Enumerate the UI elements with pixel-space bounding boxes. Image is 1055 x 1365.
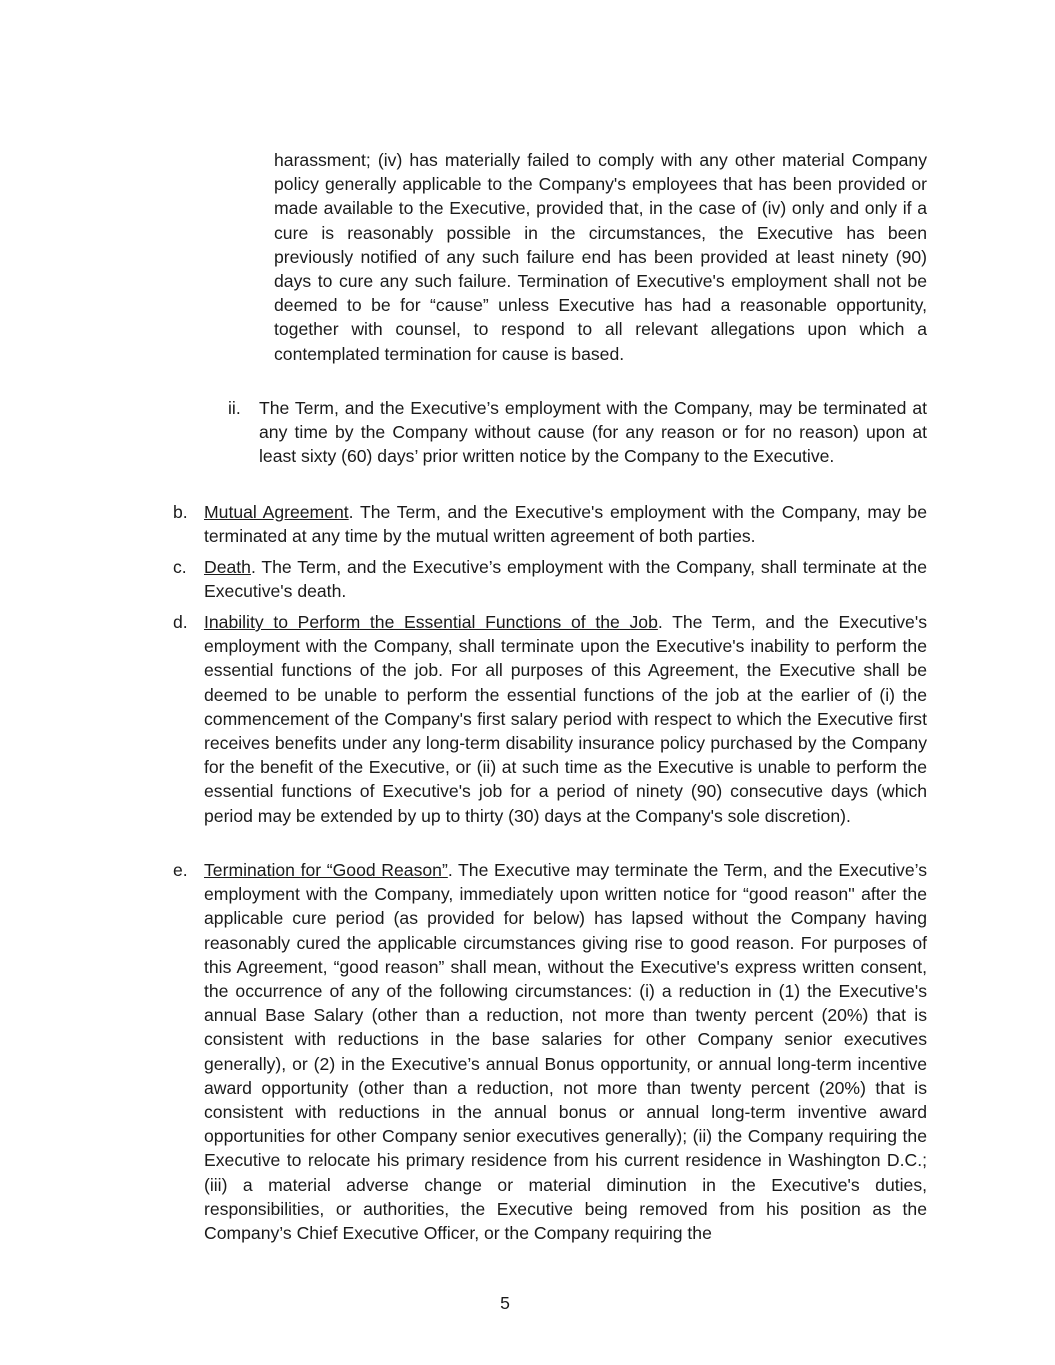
item-ii-paragraph: The Term, and the Executive’s employment with the Company, may be terminated at any time by the Company without cause (for any reason or for no reason) upon at least sixty (60) days’ prior written notice by the Company to the Executive. [259, 398, 927, 467]
item-e-text: . The Executive may terminate the Term, and the Executive’s employment with the Company, immediately upon written notice for “good reason'' after the applicable cure period (as provided for below) has lapsed without the Company having reasonably cured the applicable circumstances giving rise to good reason. For purposes of this Agreement, “good reason” shall mean, without the Executive's express written consent, the occurrence of any of the following circumstances: (i) a reduction in (1) the Executive's annual Base Salary (other than a reduction, not more than twenty percent (20%) that is consistent with reductions in the base salaries for other Company senior executives generally), or (2) in the Executive’s annual Bonus opportunity, or annual long-term incentive award opportunity (other than a reduction, not more than twenty percent (20%) that is consistent with reductions in the annual bonus or annual long-term inventive award opportunities for other Company senior executives generally); (ii) the Company requiring the Executive to relocate his primary residence from his current residence in Washington D.C.; (iii) a material adverse change or material diminution in the Executive's duties, responsibilities, or authorities, the Executive being removed from his position as the Company’s Chief Executive Officer, or the Company requiring the [204, 860, 927, 1244]
item-e-paragraph [204, 858, 927, 1245]
item-d-marker: d. [173, 612, 188, 632]
item-c-marker: c. [173, 557, 187, 577]
item-ii-marker: ii. [228, 398, 241, 418]
item-c-text: . The Term, and the Executive’s employment with the Company, shall terminate at the Executive's death. [204, 557, 927, 602]
continuation-paragraph: harassment; (iv) has materially failed to comply with any other material Company policy generally applicable to the Company's employees that has been provided or made available to the Executive, provided that, in the case of (iv) only and only if a cure is reasonably possible in the circumstances, the Executive has been previously notified of any such failure end has been provided at least ninety (90) days to cure any such failure. Termination of Executive's employment shall not be deemed to be for “cause” unless Executive has had a reasonable opportunity, together with counsel, to respond to all relevant allegations upon which a contemplated termination for cause is based. [274, 150, 927, 364]
item-b-marker: b. [173, 502, 188, 522]
item-c-paragraph [204, 555, 927, 603]
item-e-marker: e. [173, 860, 188, 880]
item-b-text: . The Term, and the Executive's employment with the Company, may be terminated at any time by the mutual written agreement of both parties. [204, 502, 927, 547]
item-b-heading: Mutual Agreement [204, 502, 349, 522]
item-d-text: . The Term, and the Executive's employment with the Company, shall terminate upon the Executive's inability to perform the essential functions of the job. For all purposes of this Agreement, the Executive shall be deemed to be unable to perform the essential functions of the job at the earlier of (i) the commencement of the Company's first salary period with respect to which the Executive first receives benefits under any long-term disability insurance policy purchased by the Company for the benefit of the Executive, or (ii) at such time as the Executive is unable to perform the essential functions of Executive's job for a period of ninety (90) consecutive days (which period may be extended by up to thirty (30) days at the Company's sole discretion). [204, 612, 927, 826]
item-c-heading: Death [204, 557, 251, 577]
item-d-paragraph [204, 610, 927, 828]
item-b-paragraph [204, 500, 927, 548]
page-number: 5 [500, 1293, 510, 1313]
item-d-heading: Inability to Perform the Essential Functions of the Job [204, 612, 658, 632]
item-e-heading: Termination for “Good Reason” [204, 860, 448, 880]
